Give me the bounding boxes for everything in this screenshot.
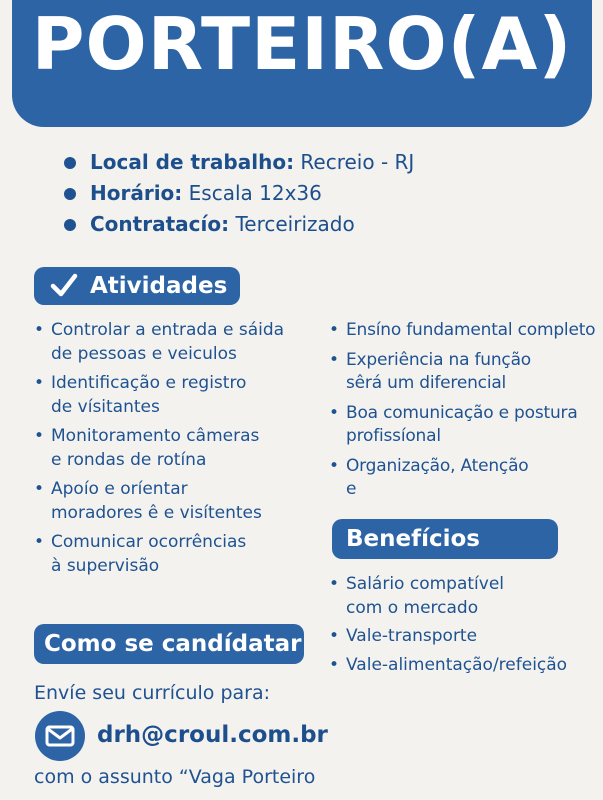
list-item: • Controlar a entrada e sáida de pessoas e veiculos — [34, 319, 324, 366]
list-item: • Organização, Atenção e — [329, 455, 603, 502]
envelope-icon-graphic — [35, 711, 85, 761]
atividades-list — [34, 319, 324, 584]
beneficios-list — [329, 573, 603, 682]
list-item: • Identificação e registro de vísitantes — [34, 372, 324, 419]
envelope-icon — [35, 711, 85, 761]
requisitos-list — [329, 319, 603, 508]
title-banner — [12, 0, 592, 127]
job-summary-list — [62, 147, 414, 240]
list-item: • Vale-alimentação/refeição — [329, 654, 603, 678]
list-item: • Vale-transporte — [329, 625, 603, 649]
candidatar-heading: Como se candídatar — [34, 624, 304, 664]
email-subject-text: com o assunto “Vaga Porteiro — [34, 766, 316, 788]
page-title: PORTEIRO(A) — [31, 2, 573, 86]
contact-email-link[interactable]: drh@croul.com.br — [97, 722, 328, 748]
summary-item-contract — [62, 209, 414, 240]
check-icon — [50, 272, 78, 298]
list-item: • Apoío e oríentar moradores ê e visítentes — [34, 478, 324, 525]
summary-label: Local de trabalho: — [90, 150, 295, 174]
list-item: • Monitoramento câmeras e rondas de rotína — [34, 425, 324, 472]
atividades-heading — [34, 267, 240, 305]
beneficios-heading: Benefícios — [332, 519, 558, 559]
summary-item-location — [62, 147, 414, 178]
list-item: • Experiência na função sêrá um diferencial — [329, 349, 603, 396]
summary-item-schedule — [62, 178, 414, 209]
summary-label: Horário: — [90, 181, 183, 205]
atividades-heading-label: Atividades — [90, 273, 228, 299]
list-item: • Ensíno fundamental completo — [329, 319, 603, 343]
summary-value: Escala 12x36 — [188, 181, 322, 205]
summary-value: Terceirizado — [235, 212, 355, 236]
apply-instruction: Envíe seu currículo para: — [34, 682, 271, 704]
list-item: • Boa comunicação e postura profissíonal — [329, 402, 603, 449]
summary-value: Recreio - RJ — [300, 150, 415, 174]
list-item: • Salário compatível com o mercado — [329, 573, 603, 620]
list-item: • Comunicar ocorrências à supervisão — [34, 531, 324, 578]
summary-label: Contratacío: — [90, 212, 230, 236]
